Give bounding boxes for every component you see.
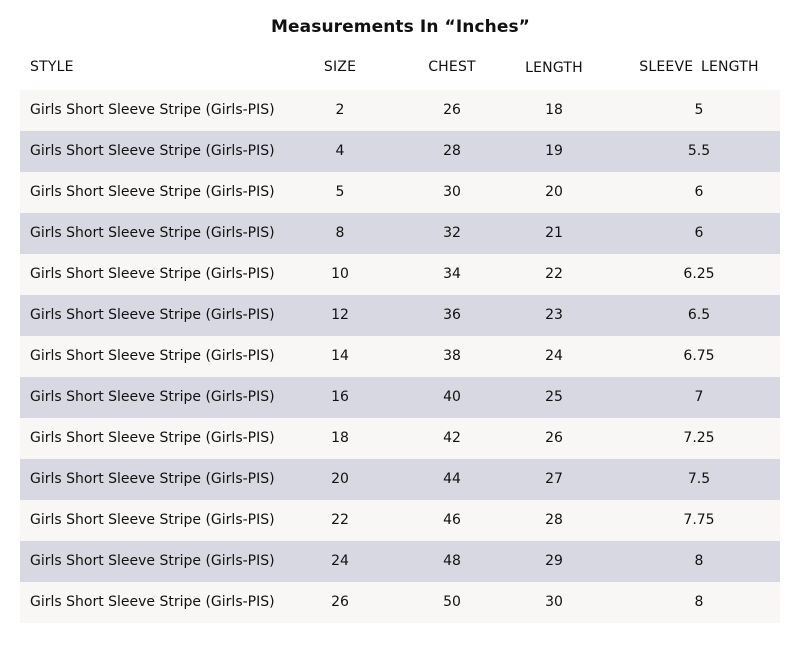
table-row: [20, 541, 780, 582]
cell-size: 16: [331, 389, 349, 405]
cell-style: Girls Short Sleeve Stripe (Girls-PIS): [30, 225, 275, 241]
table-row: [20, 336, 780, 377]
cell-chest: 30: [443, 184, 461, 200]
cell-sleeve-length: 6.25: [683, 266, 715, 282]
cell-length: 19: [545, 143, 563, 159]
cell-style: Girls Short Sleeve Stripe (Girls-PIS): [30, 184, 275, 200]
table-row: [20, 131, 780, 172]
column-header-size: SIZE: [323, 59, 357, 75]
cell-style: Girls Short Sleeve Stripe (Girls-PIS): [30, 389, 275, 405]
cell-length: 26: [545, 430, 563, 446]
cell-length: 23: [545, 307, 563, 323]
cell-chest: 38: [443, 348, 461, 364]
cell-style: Girls Short Sleeve Stripe (Girls-PIS): [30, 471, 275, 487]
table-row: [20, 213, 780, 254]
table-row: [20, 254, 780, 295]
cell-sleeve-length: 5: [694, 102, 704, 118]
cell-style: Girls Short Sleeve Stripe (Girls-PIS): [30, 143, 275, 159]
cell-size: 2: [335, 102, 345, 118]
cell-chest: 28: [443, 143, 461, 159]
cell-chest: 44: [443, 471, 461, 487]
cell-style: Girls Short Sleeve Stripe (Girls-PIS): [30, 512, 275, 528]
cell-size: 14: [331, 348, 349, 364]
cell-sleeve-length: 7: [694, 389, 704, 405]
table-row: [20, 418, 780, 459]
cell-length: 25: [545, 389, 563, 405]
cell-size: 18: [331, 430, 349, 446]
table-row: [20, 500, 780, 541]
cell-length: 20: [545, 184, 563, 200]
cell-sleeve-length: 7.75: [683, 512, 715, 528]
cell-length: 27: [545, 471, 563, 487]
cell-chest: 26: [443, 102, 461, 118]
cell-length: 29: [545, 553, 563, 569]
table-row: [20, 582, 780, 623]
table-row: [20, 172, 780, 213]
cell-chest: 40: [443, 389, 461, 405]
cell-sleeve-length: 7.25: [683, 430, 715, 446]
table-header-row: [20, 50, 780, 90]
cell-style: Girls Short Sleeve Stripe (Girls-PIS): [30, 102, 275, 118]
cell-sleeve-length: 7.5: [687, 471, 711, 487]
cell-chest: 48: [443, 553, 461, 569]
cell-size: 20: [331, 471, 349, 487]
cell-style: Girls Short Sleeve Stripe (Girls-PIS): [30, 594, 275, 610]
cell-style: Girls Short Sleeve Stripe (Girls-PIS): [30, 266, 275, 282]
cell-sleeve-length: 6.75: [683, 348, 715, 364]
column-header-style: STYLE: [30, 59, 74, 75]
cell-style: Girls Short Sleeve Stripe (Girls-PIS): [30, 430, 275, 446]
cell-length: 28: [545, 512, 563, 528]
cell-chest: 36: [443, 307, 461, 323]
cell-sleeve-length: 5.5: [687, 143, 711, 159]
table-row: [20, 459, 780, 500]
cell-size: 8: [335, 225, 345, 241]
cell-sleeve-length: 8: [694, 594, 704, 610]
cell-length: 18: [545, 102, 563, 118]
cell-style: Girls Short Sleeve Stripe (Girls-PIS): [30, 307, 275, 323]
cell-style: Girls Short Sleeve Stripe (Girls-PIS): [30, 553, 275, 569]
cell-size: 5: [335, 184, 345, 200]
cell-size: 26: [331, 594, 349, 610]
size-chart-table: [20, 50, 780, 623]
column-header-chest: CHEST: [428, 59, 476, 75]
cell-size: 4: [335, 143, 345, 159]
table-row: [20, 295, 780, 336]
cell-sleeve-length: 6.5: [687, 307, 711, 323]
cell-chest: 42: [443, 430, 461, 446]
table-row: [20, 377, 780, 418]
cell-sleeve-length: 8: [694, 553, 704, 569]
cell-length: 30: [545, 594, 563, 610]
cell-sleeve-length: 6: [694, 225, 704, 241]
page-title: Measurements In “Inches”: [271, 17, 530, 37]
cell-size: 12: [331, 307, 349, 323]
cell-length: 24: [545, 348, 563, 364]
cell-chest: 46: [443, 512, 461, 528]
cell-length: 22: [545, 266, 563, 282]
column-header-length: LENGTH: [525, 60, 583, 76]
cell-size: 22: [331, 512, 349, 528]
cell-size: 24: [331, 553, 349, 569]
cell-length: 21: [545, 225, 563, 241]
cell-size: 10: [331, 266, 349, 282]
cell-chest: 34: [443, 266, 461, 282]
cell-style: Girls Short Sleeve Stripe (Girls-PIS): [30, 348, 275, 364]
cell-chest: 32: [443, 225, 461, 241]
cell-sleeve-length: 6: [694, 184, 704, 200]
table-row: [20, 90, 780, 131]
cell-chest: 50: [443, 594, 461, 610]
column-header-sleeve-length: SLEEVE LENGTH: [639, 59, 759, 75]
